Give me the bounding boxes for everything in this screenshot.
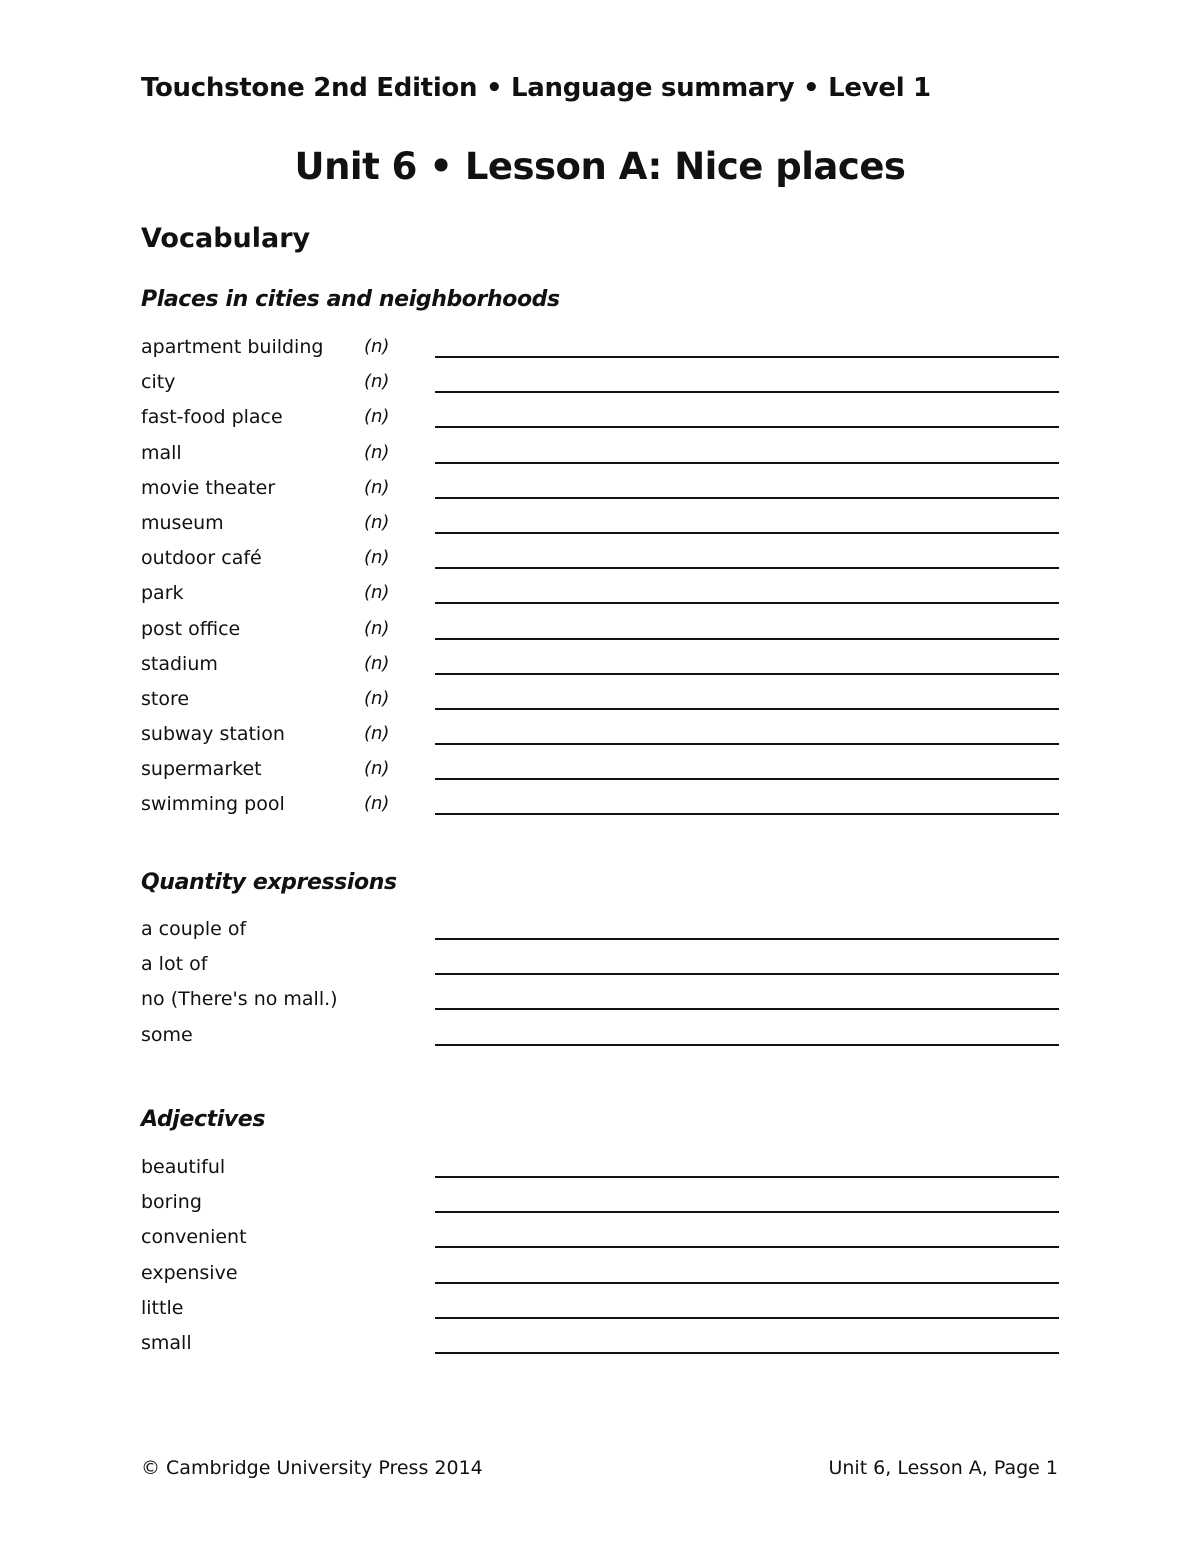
- answer-line[interactable]: [435, 1211, 1059, 1213]
- part-of-speech: (n): [364, 758, 390, 780]
- answer-line[interactable]: [435, 1008, 1059, 1010]
- vocab-row: [141, 335, 1071, 370]
- vocab-row: [141, 405, 1071, 440]
- vocab-row: [141, 987, 1071, 1022]
- page-reference-footer: Unit 6, Lesson A, Page 1: [828, 1457, 1058, 1479]
- answer-line[interactable]: [435, 778, 1059, 780]
- places-subsection: [141, 285, 1071, 828]
- vocab-row: [141, 617, 1071, 652]
- vocab-term: outdoor café: [141, 547, 262, 570]
- part-of-speech: (n): [364, 723, 390, 745]
- answer-line[interactable]: [435, 813, 1059, 815]
- part-of-speech: (n): [364, 406, 390, 428]
- vocab-term: post office: [141, 617, 241, 640]
- section-title-vocabulary: Vocabulary: [141, 223, 311, 254]
- adjectives-subsection: [141, 1105, 1071, 1366]
- vocab-term: fast-food place: [141, 406, 283, 429]
- vocab-row: [141, 792, 1071, 827]
- vocab-term: no (There's no mall.): [141, 988, 338, 1011]
- part-of-speech: (n): [364, 652, 390, 674]
- part-of-speech: (n): [364, 547, 390, 569]
- part-of-speech: (n): [364, 793, 390, 815]
- answer-line[interactable]: [435, 602, 1059, 604]
- vocab-term: beautiful: [141, 1156, 226, 1178]
- vocab-term: expensive: [141, 1261, 238, 1284]
- vocab-row: [141, 1296, 1071, 1331]
- course-header: Touchstone 2nd Edition • Language summary • Level 1: [141, 73, 931, 103]
- vocab-term: apartment building: [141, 336, 324, 358]
- vocab-term: stadium: [141, 652, 218, 675]
- answer-line[interactable]: [435, 708, 1059, 710]
- answer-line[interactable]: [435, 673, 1059, 675]
- vocab-row: [141, 1190, 1071, 1225]
- places-subsection-title: Places in cities and neighborhoods: [141, 287, 560, 312]
- vocab-row: [141, 917, 1071, 952]
- answer-line[interactable]: [435, 1317, 1059, 1319]
- part-of-speech: (n): [364, 582, 390, 604]
- vocab-term: boring: [141, 1191, 202, 1214]
- vocab-term: a couple of: [141, 918, 247, 940]
- vocab-term: a lot of: [141, 953, 208, 976]
- vocab-term: little: [141, 1296, 184, 1319]
- vocab-term: swimming pool: [141, 793, 285, 816]
- vocab-term: mall: [141, 441, 182, 464]
- part-of-speech: (n): [364, 476, 390, 498]
- vocab-row: [141, 1023, 1071, 1058]
- vocab-term: some: [141, 1023, 193, 1046]
- answer-line[interactable]: [435, 462, 1059, 464]
- quantity-list: [141, 917, 1071, 1058]
- vocab-row: [141, 687, 1071, 722]
- vocab-row: [141, 952, 1071, 987]
- vocab-row: [141, 476, 1071, 511]
- answer-line[interactable]: [435, 532, 1059, 534]
- answer-line[interactable]: [435, 1352, 1059, 1354]
- quantity-subsection-title: Quantity expressions: [141, 870, 397, 895]
- vocab-term: movie theater: [141, 476, 276, 499]
- answer-line[interactable]: [435, 567, 1059, 569]
- vocab-row: [141, 652, 1071, 687]
- page-title: Unit 6 • Lesson A: Nice places: [294, 145, 906, 188]
- vocab-term: park: [141, 582, 184, 605]
- adjectives-subsection-title: Adjectives: [141, 1107, 266, 1132]
- answer-line[interactable]: [435, 356, 1059, 358]
- part-of-speech: (n): [364, 371, 390, 393]
- vocab-row: [141, 370, 1071, 405]
- vocab-term: small: [141, 1331, 192, 1354]
- vocab-row: [141, 722, 1071, 757]
- vocab-row: [141, 1331, 1071, 1366]
- vocab-term: convenient: [141, 1226, 247, 1249]
- vocab-term: store: [141, 687, 190, 710]
- answer-line[interactable]: [435, 938, 1059, 940]
- vocab-row: [141, 441, 1071, 476]
- answer-line[interactable]: [435, 1246, 1059, 1248]
- vocab-row: [141, 546, 1071, 581]
- part-of-speech: (n): [364, 687, 390, 709]
- vocab-term: subway station: [141, 723, 285, 746]
- answer-line[interactable]: [435, 1044, 1059, 1046]
- vocab-term: museum: [141, 511, 224, 534]
- answer-line[interactable]: [435, 426, 1059, 428]
- part-of-speech: (n): [364, 511, 390, 533]
- quantity-subsection: [141, 868, 1071, 1058]
- vocab-row: [141, 1225, 1071, 1260]
- answer-line[interactable]: [435, 497, 1059, 499]
- vocab-row: [141, 511, 1071, 546]
- answer-line[interactable]: [435, 638, 1059, 640]
- vocab-row: [141, 1261, 1071, 1296]
- vocab-row: [141, 1155, 1071, 1190]
- part-of-speech: (n): [364, 441, 390, 463]
- answer-line[interactable]: [435, 1282, 1059, 1284]
- vocab-term: city: [141, 371, 176, 394]
- answer-line[interactable]: [435, 1176, 1059, 1178]
- adjectives-list: [141, 1155, 1071, 1366]
- copyright-footer: © Cambridge University Press 2014: [141, 1457, 483, 1479]
- answer-line[interactable]: [435, 973, 1059, 975]
- part-of-speech: (n): [364, 617, 390, 639]
- answer-line[interactable]: [435, 391, 1059, 393]
- part-of-speech: (n): [364, 336, 390, 357]
- vocab-row: [141, 581, 1071, 616]
- places-list: [141, 335, 1071, 828]
- answer-line[interactable]: [435, 743, 1059, 745]
- vocab-row: [141, 757, 1071, 792]
- vocab-term: supermarket: [141, 758, 262, 781]
